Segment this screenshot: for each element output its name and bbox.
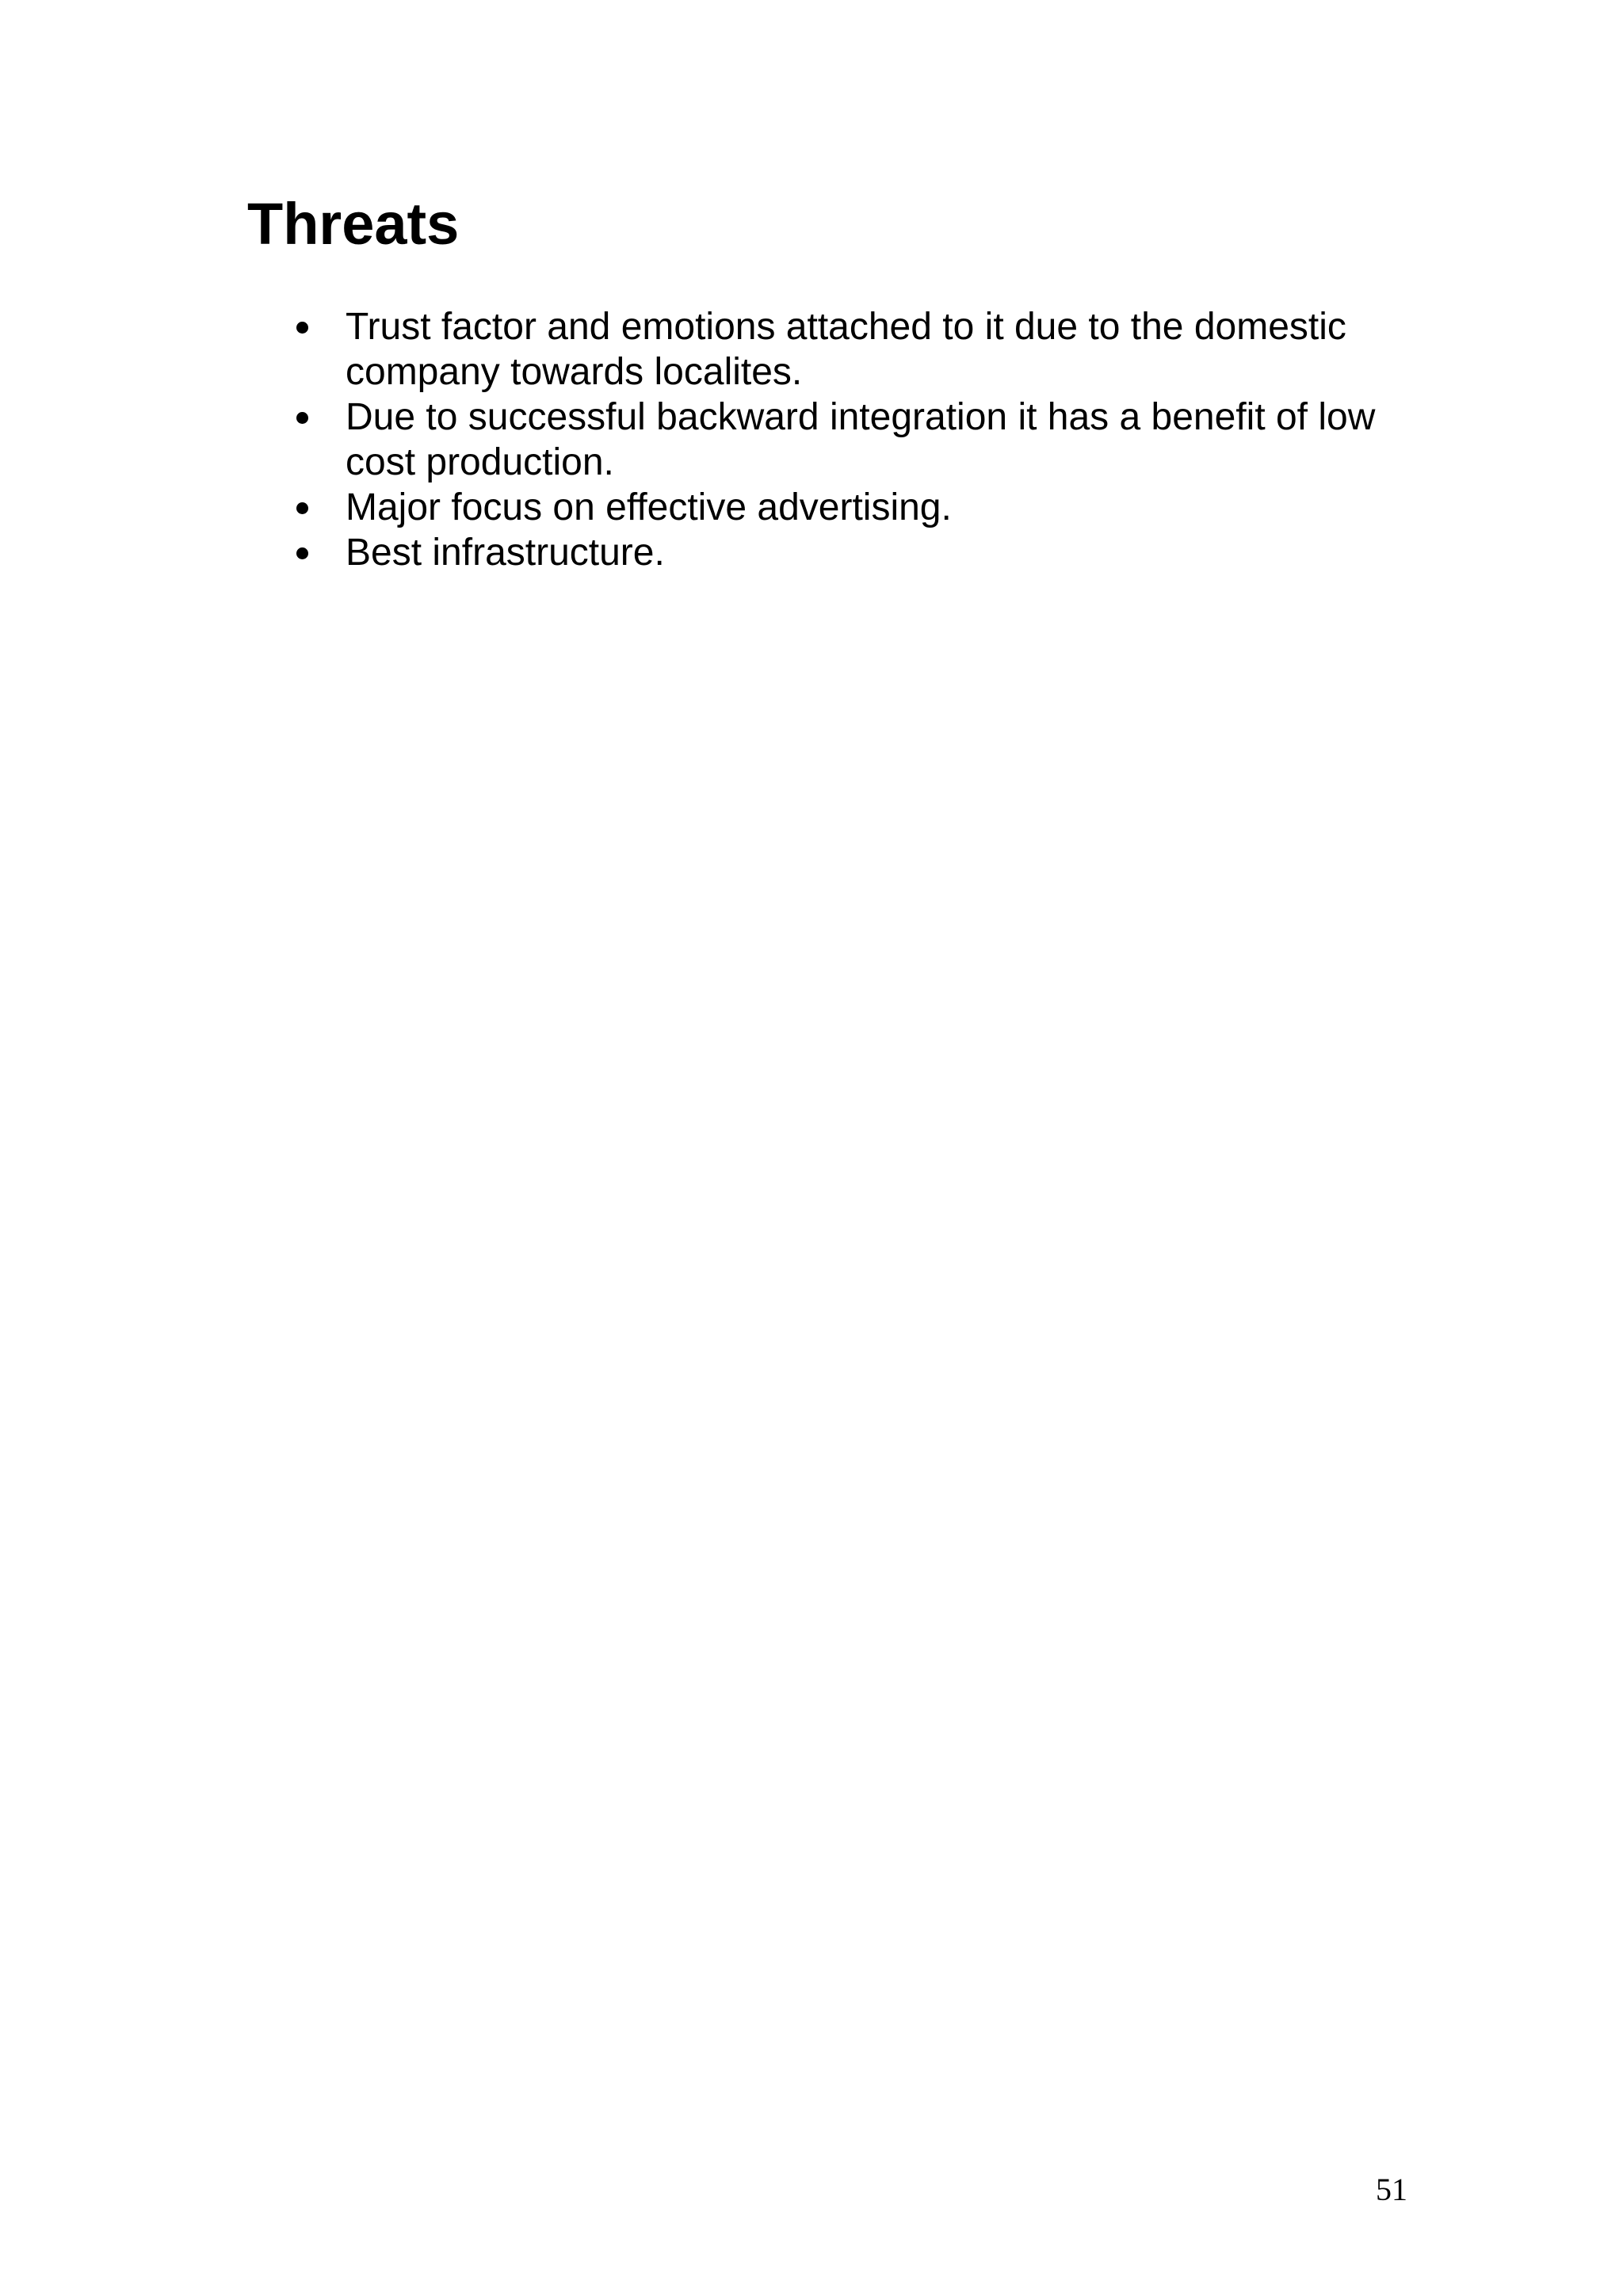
bullet-icon [296,547,308,559]
bullet-icon [296,322,308,334]
page-number: 51 [1376,2172,1407,2207]
threats-list [346,304,1439,575]
list-item [346,530,1439,575]
bullet-icon [296,502,308,514]
list-item-text: Major focus on effective advertising. [346,486,952,528]
list-item [346,485,1439,530]
list-item-text: Best infrastructure. [346,532,665,574]
list-item-text: Trust factor and emotions attached to it due to the domestic company towards localites. [346,306,1346,393]
bullet-icon [296,412,308,424]
list-item [346,304,1439,395]
list-item-text: Due to successful backward integration it has a benefit of low cost production. [346,396,1376,483]
list-item [346,395,1439,485]
section-heading: Threats [247,191,460,257]
